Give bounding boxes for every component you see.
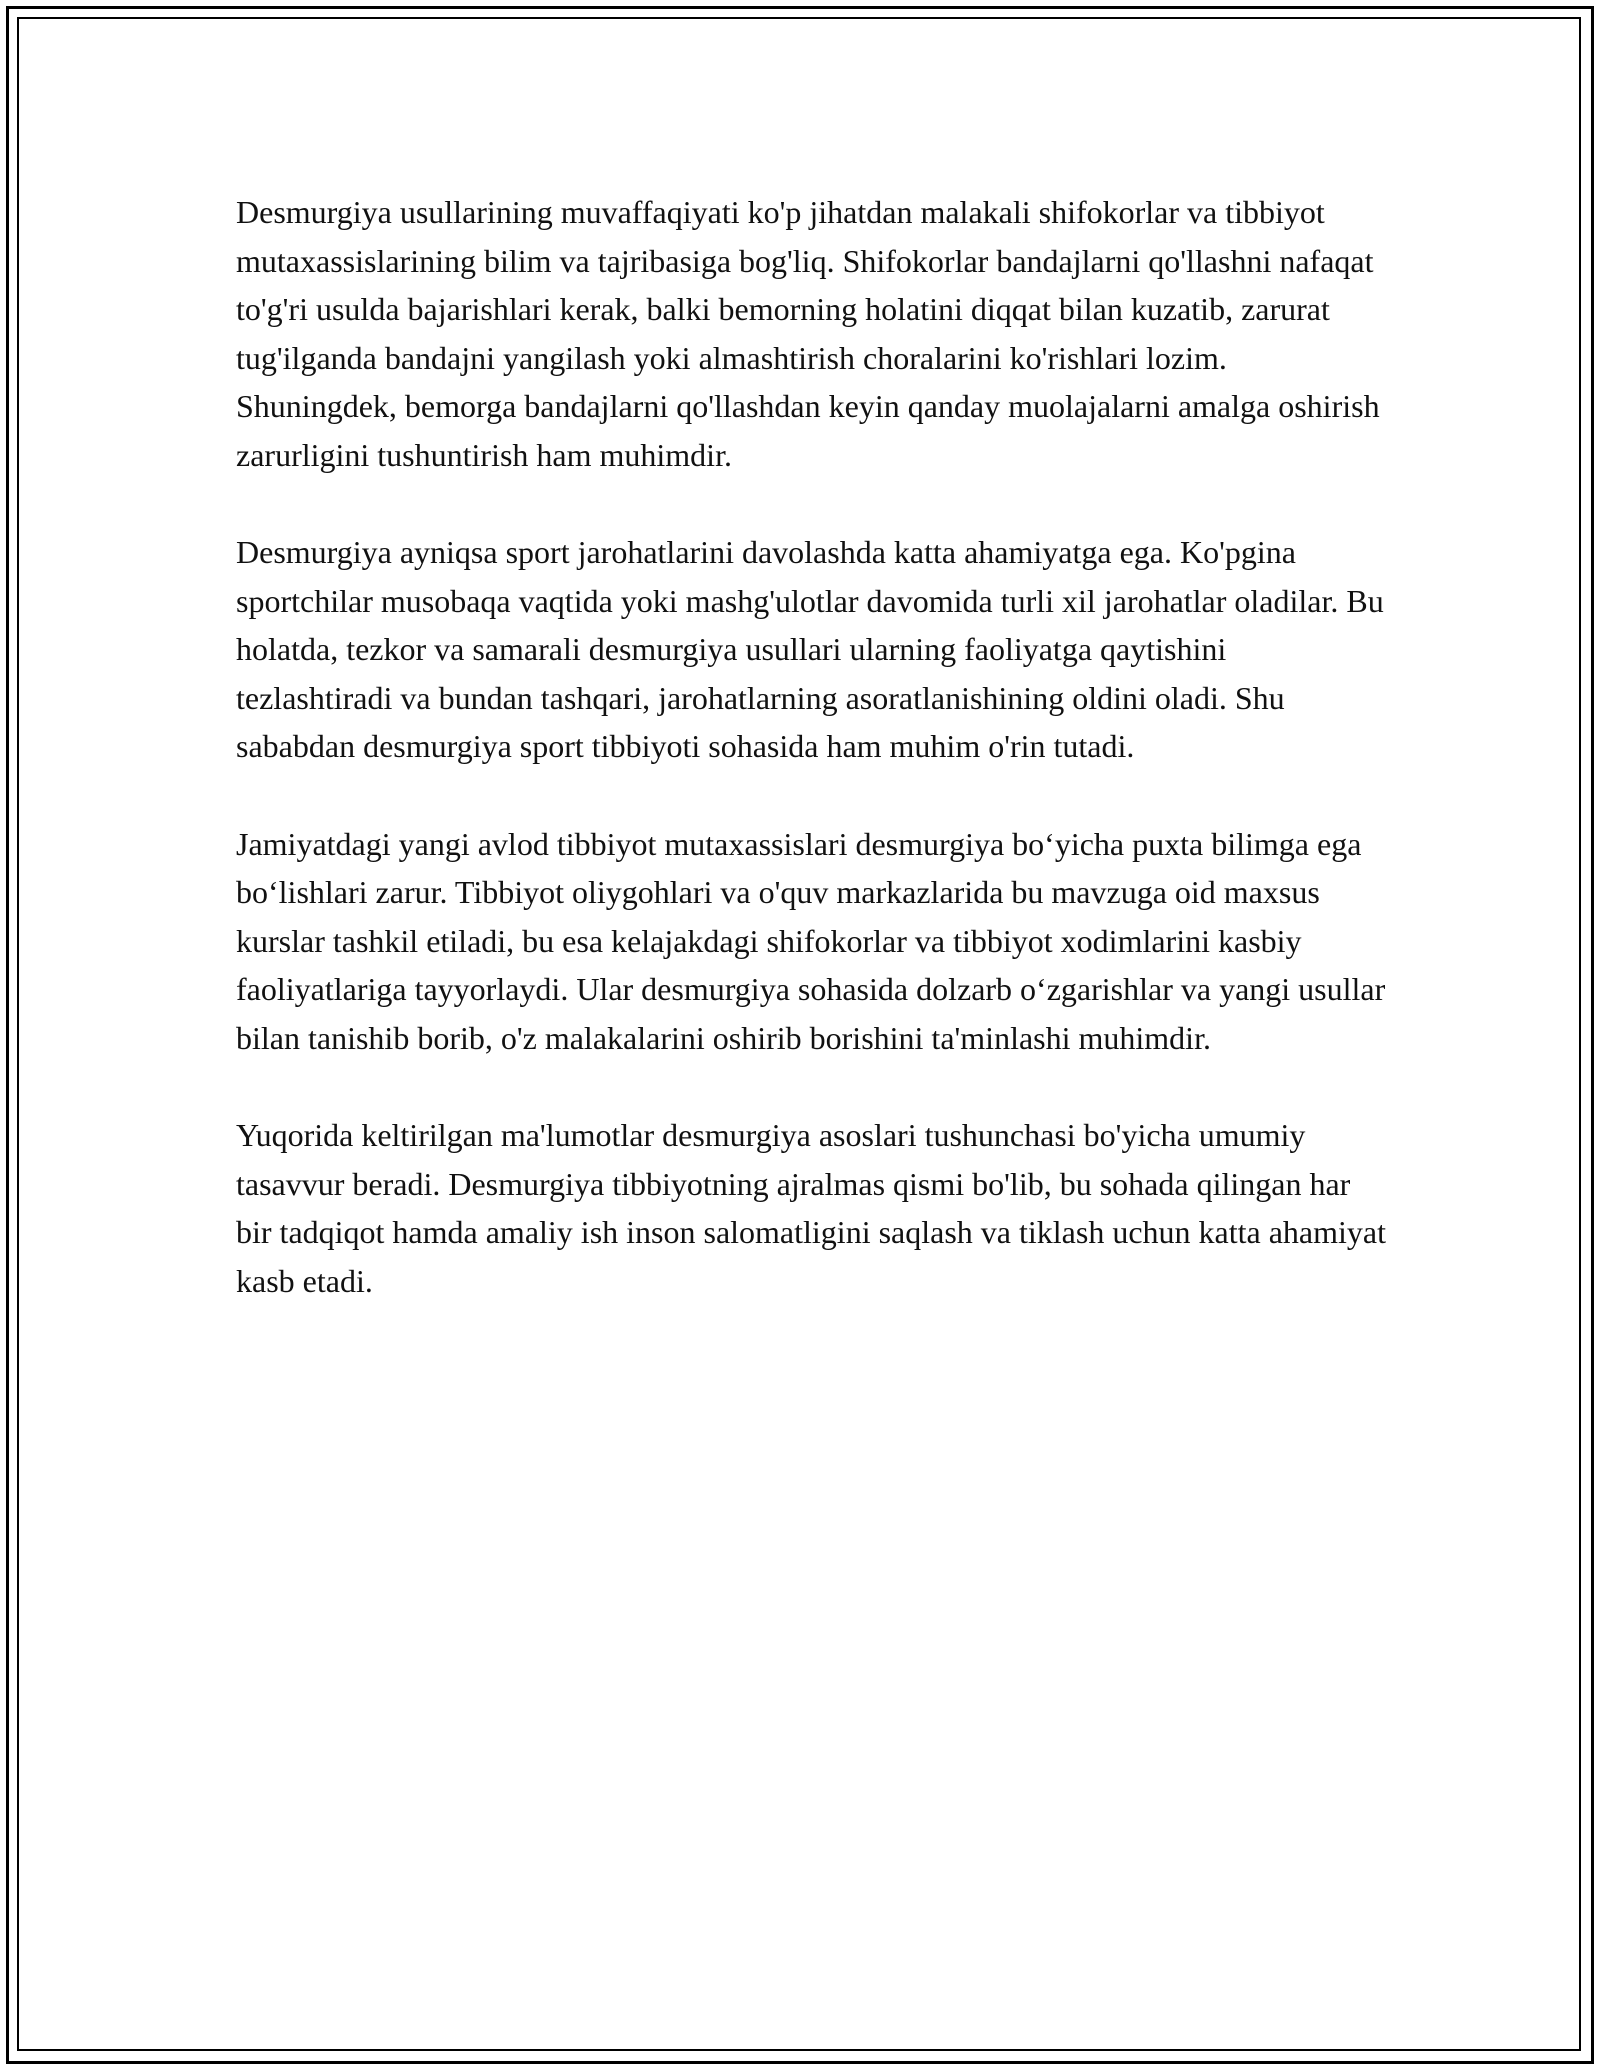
document-body	[236, 188, 1386, 1354]
paragraph: Desmurgiya usullarining muvaffaqiyati ko'p jihatdan malakali shifokorlar va tibbiyot mutaxassislarining bilim va tajribasiga bog'liq. Shifokorlar bandajlarni qo'llashni nafaqat to'g'ri usulda bajarishlari kerak, balki bemorning holatini diqqat bilan kuzatib, zarurat tug'ilganda bandajni yangilash yoki almashtirish choralarini ko'rishlari lozim. Shuningdek, bemorga bandajlarni qo'llashdan keyin qanday muolajalarni amalga oshirish zarurligini tushuntirish ham muhimdir.	[236, 194, 1380, 473]
paragraph: Yuqorida keltirilgan ma'lumotlar desmurgiya asoslari tushunchasi bo'yicha umumiy tasavvur beradi. Desmurgiya tibbiyotning ajralmas qismi bo'lib, bu sohada qilingan har bir tadqiqot hamda amaliy ish inson salomatligini saqlash va tiklash uchun katta ahamiyat kasb etadi.	[236, 1117, 1386, 1299]
paragraph: Jamiyatdagi yangi avlod tibbiyot mutaxassislari desmurgiya bo‘yicha puxta bilimga ega bo‘lishlari zarur. Tibbiyot oliygohlari va o'quv markazlarida bu mavzuga oid maxsus kurslar tashkil etiladi, bu esa kelajakdagi shifokorlar va tibbiyot xodimlarini kasbiy faoliyatlariga tayyorlaydi. Ular desmurgiya sohasida dolzarb o‘zgarishlar va yangi usullar bilan tanishib borib, o'z malakalarini oshirib borishini ta'minlashi muhimdir.	[236, 825, 1386, 1056]
paragraph: Desmurgiya ayniqsa sport jarohatlarini davolashda katta ahamiyatga ega. Ko'pgina sportchilar musobaqa vaqtida yoki mashg'ulotlar davomida turli xil jarohatlar oladilar. Bu holatda, tezkor va samarali desmurgiya usullari ularning faoliyatga qaytishini tezlashtiradi va bundan tashqari, jarohatlarning asoratlanishining oldini oladi. Shu sababdan desmurgiya sport tibbiyoti sohasida ham muhim o'rin tutadi.	[236, 534, 1384, 764]
